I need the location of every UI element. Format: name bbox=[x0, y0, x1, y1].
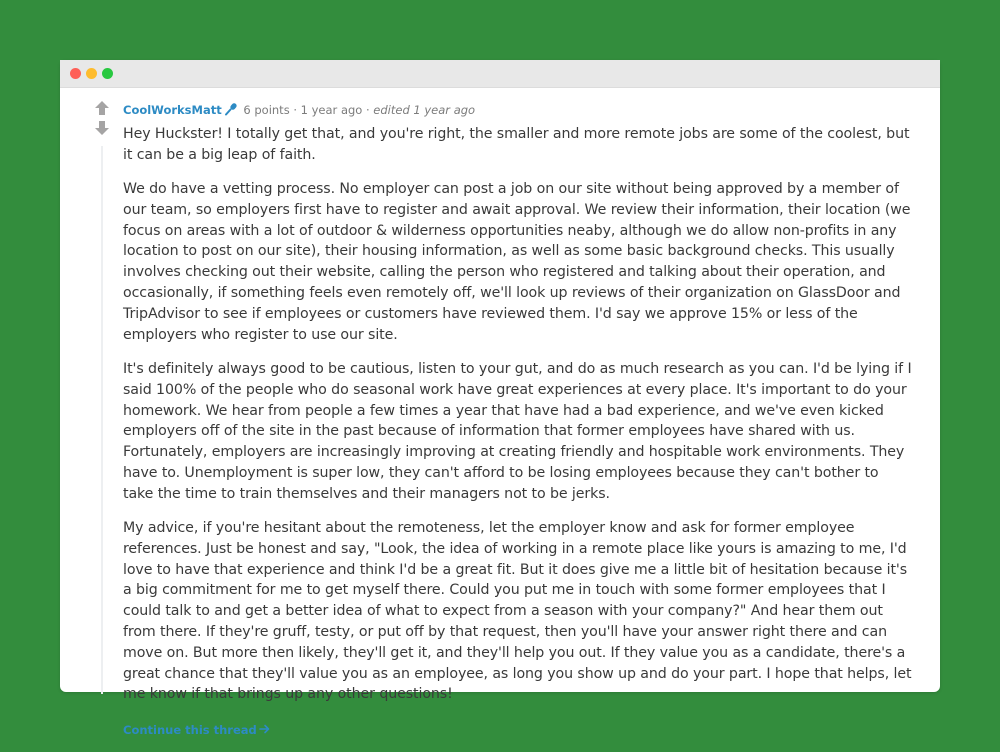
comment-thread bbox=[60, 88, 940, 737]
maximize-window-button[interactable] bbox=[102, 68, 113, 79]
comment-paragraph: We do have a vetting process. No employer can post a job on our site without being approved by a member of our team, so employers first have to register and await approval. We review their information, their location (we focus on areas with a lot of outdoor & wilderness opportunities neaby, although we do allow non-profits in any location to post on our site), their housing information, as well as some basic background checks. This usually involves checking out their website, calling the person who registered and talking about their operation, and occasionally, if something feels even remotely off, we'll look up reviews of their organization on GlassDoor and TripAdvisor to see if employees or customers have reviewed them. I'd say we approve 15% or less of the employers who register to use our site. bbox=[123, 181, 911, 343]
comment-paragraph: Hey Huckster! I totally get that, and you're right, the smaller and more remote jobs are some of the coolest, but it can be a big leap of faith. bbox=[123, 126, 910, 163]
vote-controls bbox=[94, 100, 110, 140]
close-window-button[interactable] bbox=[70, 68, 81, 79]
comment-body bbox=[123, 124, 913, 705]
minimize-window-button[interactable] bbox=[86, 68, 97, 79]
comment-paragraph: It's definitely always good to be cautious, listen to your gut, and do as much research as you can. I'd be lying if I said 100% of the people who do seasonal work have great experiences at every place. It's important to do your homework. We hear from people a few times a year that have had a bad experience, and we've even kicked employers off of the site in the past because of information that former employees have shared with us. Fortunately, employers are increasingly improving at creating friendly and hospitable work environments. They have to. Unemployment is super low, they can't afford to be losing employees because they can't bother to take the time to train themselves and their managers not to be jerks. bbox=[123, 360, 912, 502]
continue-thread-label: Continue this thread bbox=[123, 722, 257, 737]
comment bbox=[123, 102, 913, 738]
comment-paragraph: My advice, if you're hesitant about the remoteness, let the employer know and ask for former employee references. Just be honest and say, "Look, the idea of working in a remote place like yours is amazing to me, I'd love to have that experience and think I'd be a great fit. But it does give me a little bit of hesitation because it's a big commitment for me to get myself there. Could you put me in touch with some former employees that I could talk to and get a better idea of what to expect from a season with your company?" And hear them out from there. If they're gruff, testy, or put off by that request, then you'll have your answer right there and can move on. But more then likely, they'll get it, and they'll help you out. If they value you as a candidate, there's a great chance that they'll value you as an employee, as long you show up and do your part. I hope that helps, let me know if that brings up any other questions! bbox=[123, 520, 912, 703]
comment-points: 6 points bbox=[243, 103, 290, 117]
browser-window bbox=[60, 60, 940, 737]
arrow-right-icon bbox=[259, 724, 270, 734]
downvote-arrow-icon[interactable] bbox=[94, 120, 110, 136]
meta-separator: · bbox=[365, 103, 370, 117]
meta-separator: · bbox=[293, 103, 297, 117]
microphone-icon bbox=[224, 102, 238, 116]
comment-edited: edited 1 year ago bbox=[373, 103, 476, 117]
comment-age[interactable]: 1 year ago bbox=[300, 103, 363, 117]
comment-meta bbox=[123, 102, 913, 119]
comment-author-link[interactable]: CoolWorksMatt bbox=[123, 103, 222, 117]
window-titlebar bbox=[60, 60, 940, 88]
continue-thread-link[interactable] bbox=[123, 723, 270, 737]
thread-collapse-line[interactable] bbox=[101, 146, 103, 694]
upvote-arrow-icon[interactable] bbox=[94, 100, 110, 116]
